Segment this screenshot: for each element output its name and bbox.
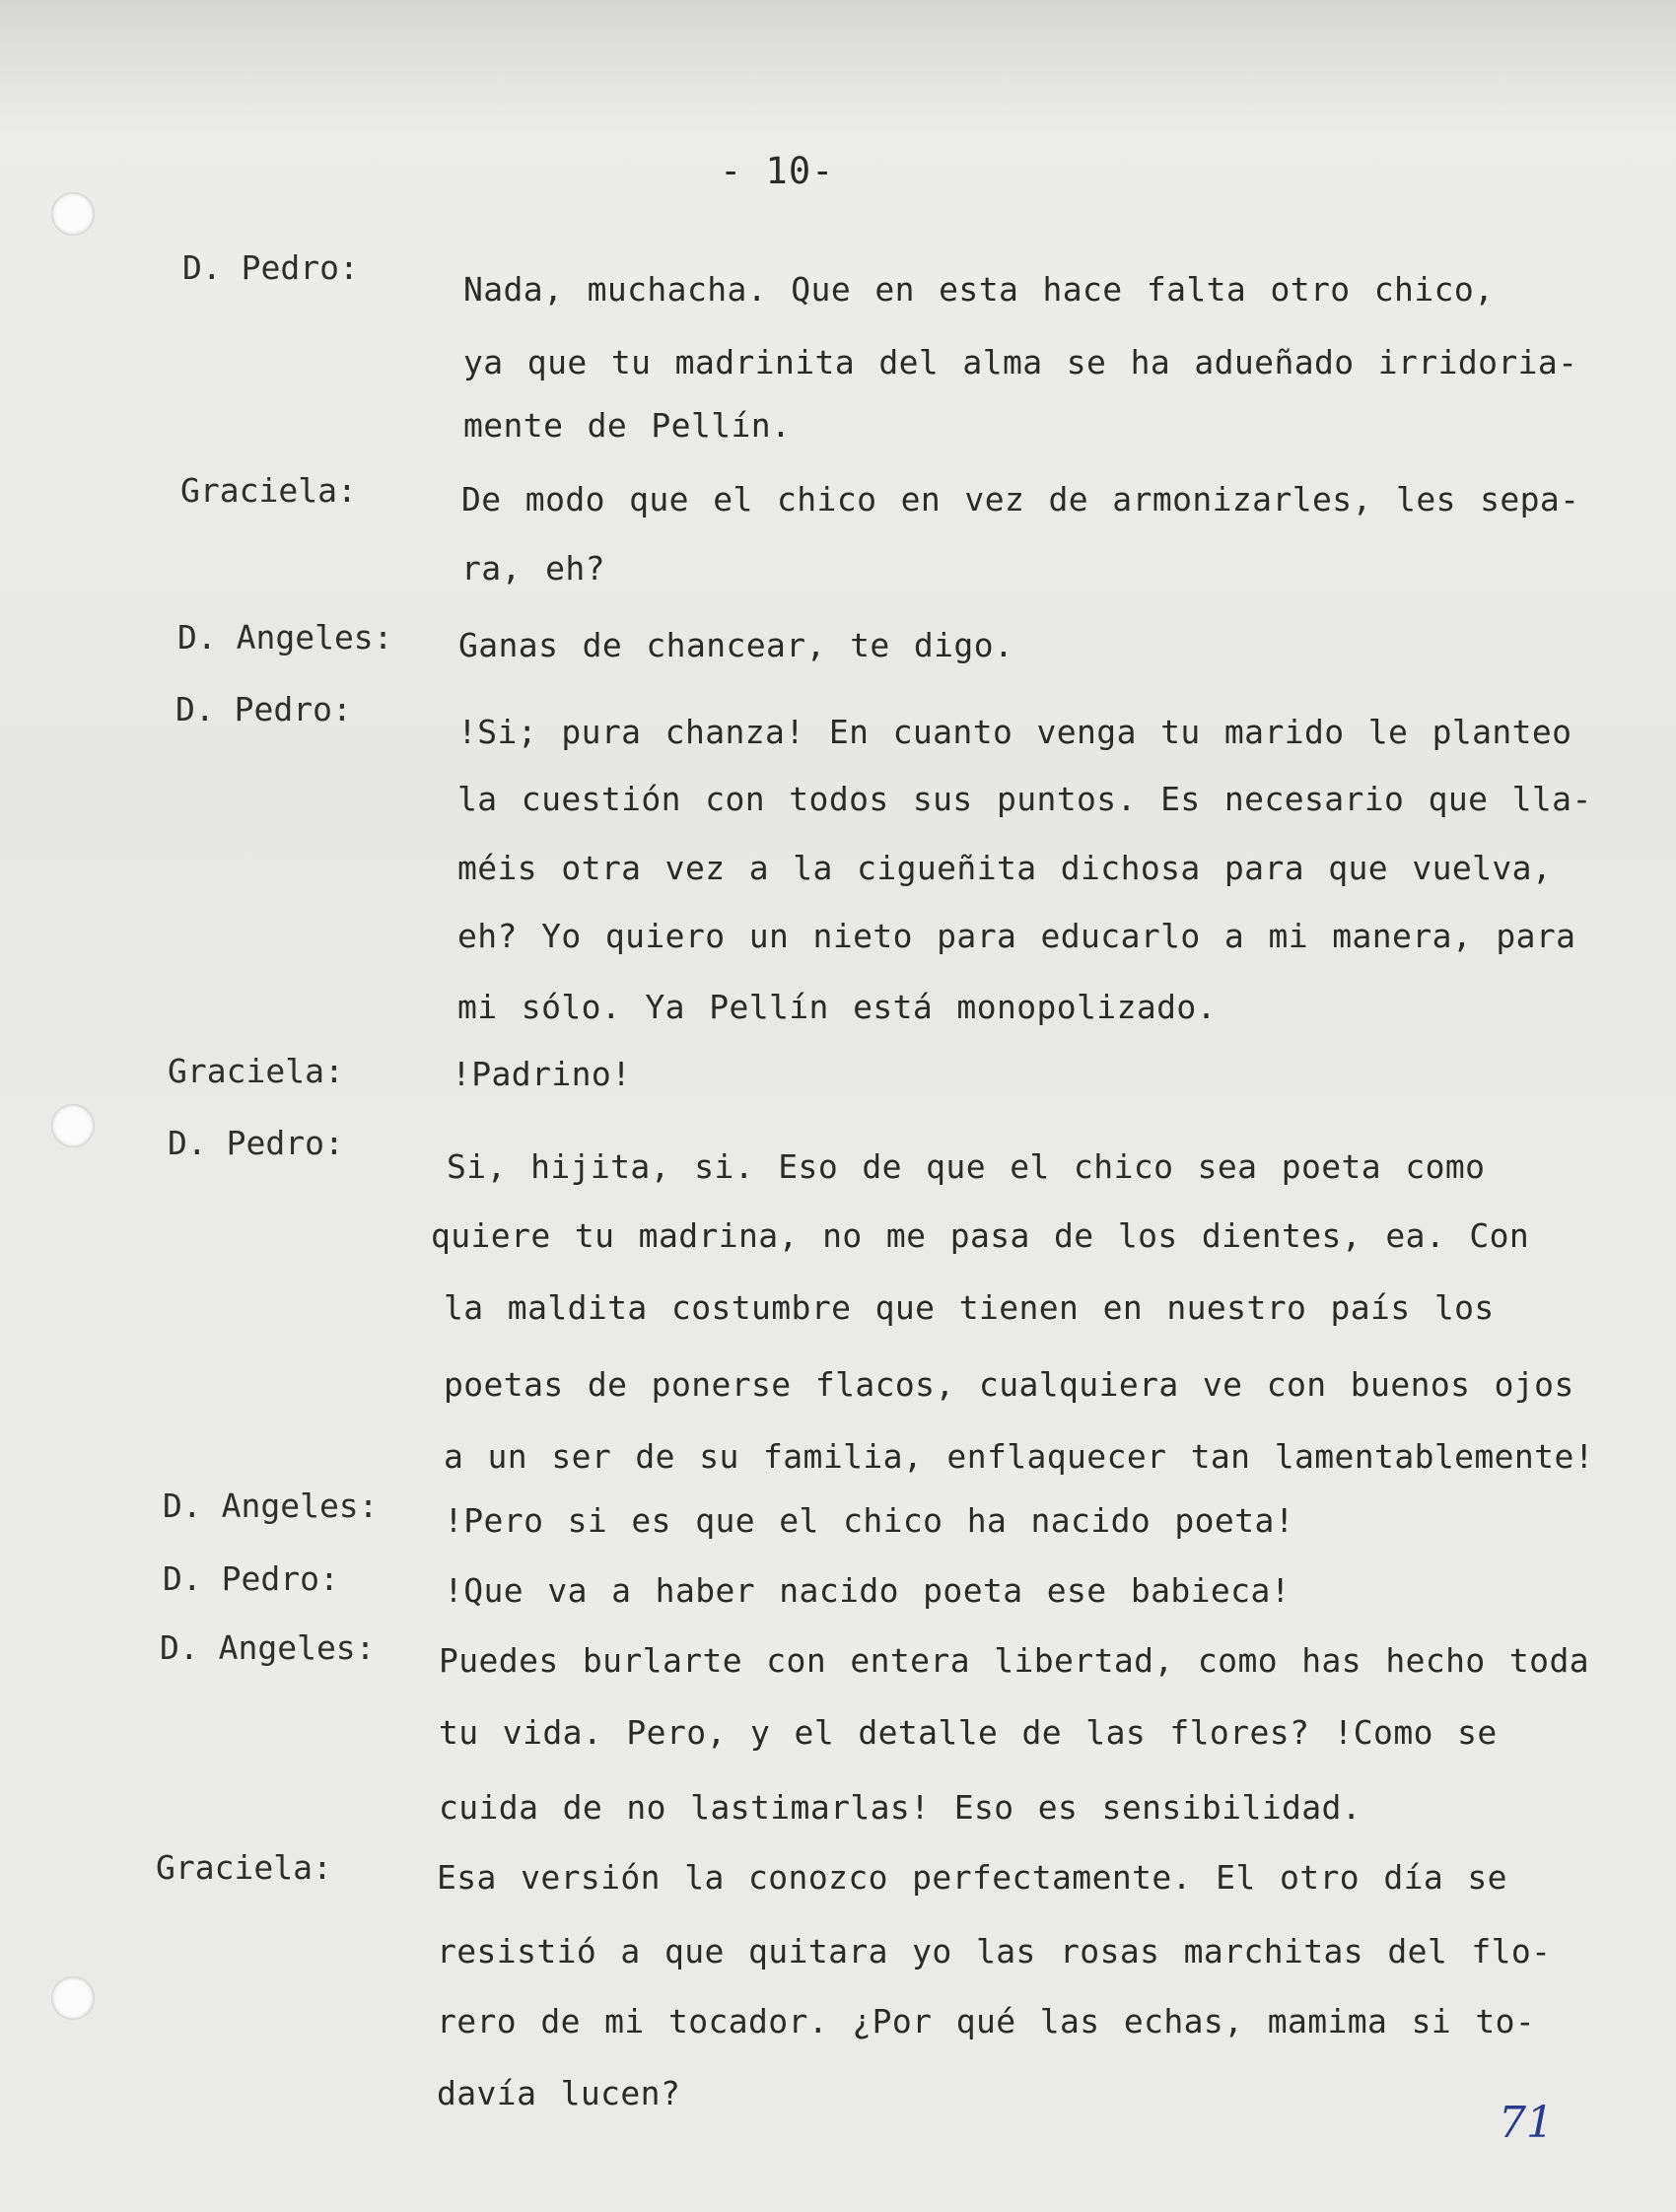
speaker-name: Graciela: — [180, 471, 357, 510]
dialogue-line: Ganas de chancear, te digo. — [458, 626, 1014, 664]
page-number: - 10- — [720, 150, 835, 192]
dialogue-line: Puedes burlarte con entera libertad, como has hecho toda — [439, 1641, 1589, 1680]
handwritten-annotation: 71 — [1499, 2098, 1554, 2148]
dialogue-line: tu vida. Pero, y el detalle de las flores? !Como se — [439, 1713, 1498, 1752]
dialogue-line: quiere tu madrina, no me pasa de los dientes, ea. Con — [431, 1216, 1530, 1255]
dialogue-line: resistió a que quitara yo las rosas marchitas del flo- — [437, 1932, 1552, 1970]
dialogue-line: la cuestión con todos sus puntos. Es necesario que lla- — [457, 780, 1592, 818]
dialogue-line: Si, hijita, si. Eso de que el chico sea poeta como — [447, 1147, 1486, 1186]
dialogue-line: Nada, muchacha. Que en esta hace falta otro chico, — [463, 270, 1495, 309]
speaker-name: Graciela: — [156, 1848, 332, 1887]
speaker-name: D. Angeles: — [177, 618, 393, 657]
dialogue-line: mi sólo. Ya Pellín está monopolizado. — [457, 988, 1217, 1026]
dialogue-line: mente de Pellín. — [463, 406, 792, 445]
speaker-name: D. Angeles: — [163, 1486, 379, 1525]
dialogue-line: poetas de ponerse flacos, cualquiera ve con buenos ojos — [444, 1365, 1574, 1404]
dialogue-line: la maldita costumbre que tienen en nuestro país los — [444, 1288, 1495, 1327]
dialogue-line: méis otra vez a la cigueñita dichosa para que vuelva, — [457, 849, 1553, 887]
dialogue-line: eh? Yo quiero un nieto para educarlo a mi manera, para — [457, 917, 1576, 955]
speaker-name: Graciela: — [168, 1052, 344, 1090]
dialogue-line: rero de mi tocador. ¿Por qué las echas, mamima si to- — [437, 2002, 1536, 2040]
dialogue-line: !Pero si es que el chico ha nacido poeta! — [444, 1501, 1294, 1540]
speaker-name: D. Pedro: — [182, 248, 359, 287]
dialogue-line: Esa versión la conozco perfectamente. El otro día se — [437, 1858, 1507, 1897]
speaker-name: D. Pedro: — [163, 1559, 339, 1598]
dialogue-line: a un ser de su familia, enflaquecer tan lamentablemente! — [444, 1437, 1594, 1476]
dialogue-line: ya que tu madrinita del alma se ha adueñado irridoria- — [463, 343, 1578, 381]
dialogue-line: De modo que el chico en vez de armonizarles, les sepa- — [461, 480, 1580, 518]
speaker-name: D. Pedro: — [168, 1124, 344, 1162]
dialogue-line: cuida de no lastimarlas! Eso es sensibilidad. — [439, 1788, 1362, 1827]
dialogue-line: ra, eh? — [461, 549, 605, 588]
speaker-name: D. Angeles: — [160, 1628, 376, 1667]
dialogue-line: !Que va a haber nacido poeta ese babieca! — [444, 1571, 1291, 1610]
dialogue-line: davía lucen? — [437, 2074, 681, 2112]
dialogue-line: !Si; pura chanza! En cuanto venga tu marido le planteo — [457, 713, 1572, 751]
speaker-name: D. Pedro: — [175, 690, 352, 728]
dialogue-line: !Padrino! — [452, 1055, 632, 1093]
